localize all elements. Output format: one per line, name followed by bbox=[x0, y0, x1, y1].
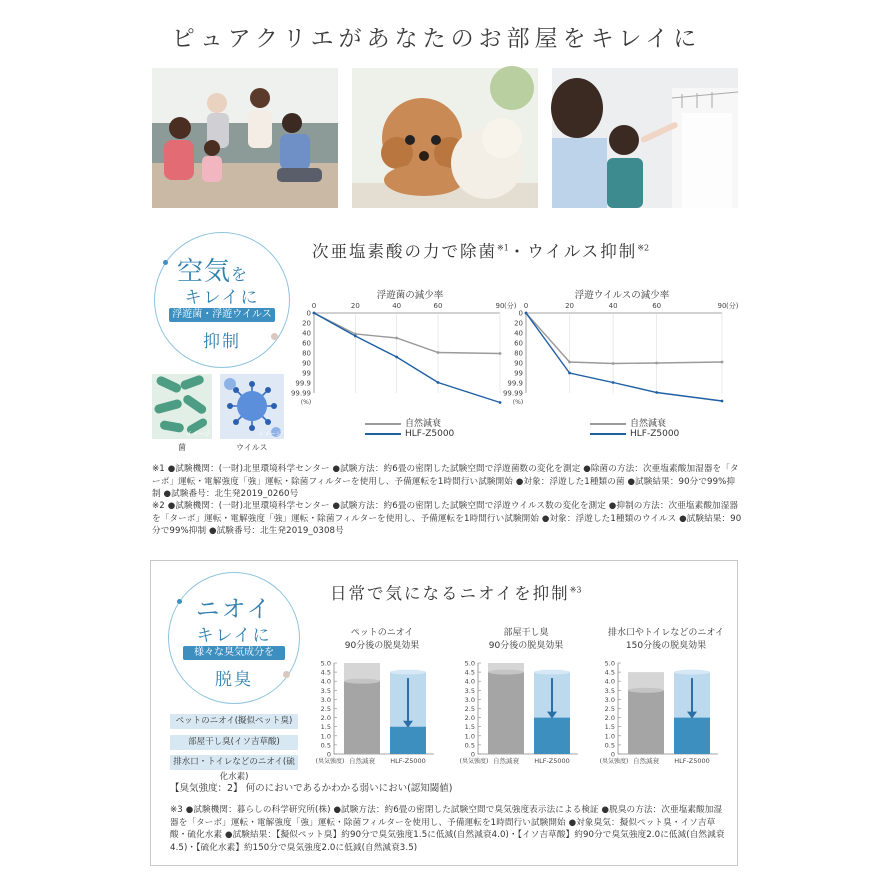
x-tick-label: 90 bbox=[717, 302, 727, 310]
y-tick-label: 0 bbox=[470, 750, 475, 759]
air-note-1: ※1 ●試験機関：(一財)北里環境科学センター ●試験方法：約6畳の密閉した試験空間で浮遊菌数の変化を測定 ●除菌の方法：次亜塩素酸加湿器を「ターボ」運転・電解強度「強」運転・除菌フィルターを使用し、予備運転を1時間行い試験開始 ●対象：浮遊した1種類の菌 ●試験結果：90分で99%抑制 ●試験番号：北生発2019_0260号 bbox=[152, 464, 739, 499]
product-bar bbox=[390, 727, 426, 754]
y-tick-label: 40 bbox=[302, 329, 311, 338]
y-tick-label: 90 bbox=[514, 359, 523, 368]
y-tick-label: 1.0 bbox=[464, 732, 475, 741]
air-section-heading bbox=[312, 238, 649, 262]
x-tick-label: 60 bbox=[433, 302, 443, 310]
poodle-dog-photo bbox=[352, 68, 538, 208]
category-label: 自然減衰 bbox=[349, 757, 375, 765]
data-point bbox=[395, 337, 398, 340]
data-point bbox=[568, 361, 571, 364]
legend-product-1 bbox=[365, 429, 454, 439]
pet-chart-title-1: ペットのニオイ bbox=[350, 628, 414, 638]
y-tick-label: 99.99 bbox=[502, 389, 523, 398]
product-bar-top bbox=[534, 670, 570, 675]
y-tick-label: 60 bbox=[302, 339, 311, 348]
badge-suppress-text: 抑制 bbox=[203, 332, 241, 352]
page-title: ピュアクリエがあなたのお部屋をキレイに bbox=[171, 26, 702, 52]
natural-bar bbox=[628, 690, 664, 754]
x-tick-label: 90 bbox=[495, 302, 505, 310]
y-tick-label: 99.9 bbox=[507, 379, 523, 388]
y-tick-label: 1.0 bbox=[320, 732, 331, 741]
y-unit-label: (%) bbox=[512, 399, 524, 406]
data-point bbox=[721, 400, 724, 403]
odor-section-heading bbox=[330, 580, 581, 604]
category-label: 自然減衰 bbox=[633, 757, 659, 765]
y-tick-label: 0 bbox=[326, 750, 331, 759]
y-tick-label: 20 bbox=[514, 319, 523, 328]
y-tick-label: 20 bbox=[302, 319, 311, 328]
y-tick-label: 4.5 bbox=[320, 668, 331, 677]
badge-air-text: 空気 bbox=[177, 257, 232, 287]
category-label: HLF-Z5000 bbox=[534, 757, 570, 765]
x-tick-label: 40 bbox=[392, 302, 402, 310]
family-living-room-photo bbox=[152, 68, 338, 208]
data-point bbox=[313, 312, 316, 315]
y-tick-label: 1.5 bbox=[604, 723, 615, 732]
y-tick-label: 4.0 bbox=[604, 677, 615, 686]
bacteria-reduction-chart bbox=[290, 298, 520, 418]
x-tick-label: 20 bbox=[350, 302, 360, 310]
y-unit-label: (%) bbox=[300, 399, 312, 406]
virus-image bbox=[220, 374, 284, 439]
series-line-natural bbox=[314, 313, 500, 354]
data-point bbox=[525, 312, 528, 315]
y-tick-label: 80 bbox=[514, 349, 523, 358]
laundry-chart-title-2: 90分後の脱臭効果 bbox=[488, 641, 564, 651]
x-unit-label: (分) bbox=[726, 302, 739, 310]
y-tick-label: 2.0 bbox=[604, 714, 615, 723]
drain-odor-chart bbox=[596, 657, 728, 773]
y-tick-label: 40 bbox=[514, 329, 523, 338]
badge-kirei-text: キレイに bbox=[184, 288, 260, 308]
y-tick-label: 0.5 bbox=[320, 741, 331, 750]
laundry-chart-title bbox=[462, 627, 590, 653]
virus-image-tag: イメージ bbox=[258, 431, 282, 438]
air-note-2: ※2 ●試験機関：(一財)北里環境科学センター ●試験方法：約6畳の密閉した試験空間で浮遊ウイルス数の変化を測定 ●抑制の方法：次亜塩素酸加湿器を「ターボ」運転・電解強度「強」運転・除菌フィルターを使用し、予備運転を1時間行い試験開始 ●対象：浮遊した1種類のウイルス ●試験結果：90分で99%抑制 ●試験番号：北生発2019_0308号 bbox=[152, 501, 742, 536]
category-label: HLF-Z5000 bbox=[674, 757, 710, 765]
y-tick-label: 3.0 bbox=[320, 695, 331, 704]
drain-chart-title bbox=[596, 627, 736, 653]
mother-child-laundry-photo bbox=[552, 68, 738, 208]
y-tick-label: 99.9 bbox=[295, 379, 311, 388]
pet-chart-title-2: 90分後の脱臭効果 bbox=[344, 641, 420, 651]
data-point bbox=[721, 361, 724, 364]
x-tick-label: 0 bbox=[311, 302, 317, 310]
x-tick-label: 60 bbox=[652, 302, 662, 310]
data-point bbox=[354, 335, 357, 338]
legend-natural-label: 自然減衰 bbox=[405, 419, 442, 429]
natural-bar-top bbox=[488, 670, 524, 675]
y-tick-label: 2.5 bbox=[464, 705, 475, 713]
product-bar-top bbox=[390, 670, 426, 675]
y-tick-label: 5.0 bbox=[604, 659, 615, 668]
pet-odor-chart bbox=[312, 657, 444, 773]
y-tick-label: 99 bbox=[302, 369, 311, 378]
virus-reduction-chart bbox=[502, 298, 742, 418]
data-point bbox=[568, 372, 571, 375]
y-tick-label: 2.0 bbox=[464, 714, 475, 723]
y-tick-label: 4.0 bbox=[320, 677, 331, 686]
y-tick-label: 4.0 bbox=[464, 677, 475, 686]
badge-odor-text: ニオイ bbox=[195, 595, 273, 623]
x-unit-label: (分) bbox=[504, 302, 517, 310]
y-tick-label: 99 bbox=[514, 369, 523, 378]
series-line-natural bbox=[526, 313, 722, 364]
y-tick-label: 3.0 bbox=[464, 695, 475, 704]
y-tick-label: 1.5 bbox=[320, 723, 331, 732]
y-unit-label: (臭気強度) bbox=[599, 758, 629, 765]
y-tick-label: 3.0 bbox=[604, 695, 615, 704]
natural-bar-top bbox=[344, 679, 380, 684]
natural-bar bbox=[344, 681, 380, 754]
product-bar-top bbox=[674, 670, 710, 675]
y-tick-label: 5.0 bbox=[464, 659, 475, 668]
y-tick-label: 1.0 bbox=[604, 732, 615, 741]
y-tick-label: 4.5 bbox=[604, 668, 615, 677]
badge-odor-kirei: キレイに bbox=[196, 626, 272, 646]
drain-chart-title-1: 排水口やトイレなどのニオイ bbox=[608, 628, 724, 638]
y-tick-label: 0.5 bbox=[604, 741, 615, 750]
natural-start-bar bbox=[628, 672, 664, 690]
odor-clean-badge bbox=[168, 572, 300, 704]
data-point bbox=[395, 356, 398, 359]
legend-product-label: HLF-Z5000 bbox=[405, 429, 455, 439]
drain-chart-title-2: 150分後の脱臭効果 bbox=[625, 641, 707, 651]
badge-deodor-text: 脱臭 bbox=[215, 670, 253, 690]
data-point bbox=[612, 381, 615, 384]
data-point bbox=[437, 351, 440, 354]
laundry-chart-title-1: 部屋干し臭 bbox=[503, 628, 549, 638]
odor-label-pet: ペットのニオイ(擬似ペット臭) bbox=[170, 714, 298, 729]
data-point bbox=[499, 401, 502, 404]
intensity-note: 【臭気強度：2】 何のにおいであるかわかる弱いにおい(認知閾値) bbox=[170, 783, 453, 794]
odor-heading-text: 日常で気になるニオイを抑制 bbox=[330, 584, 570, 603]
y-tick-label: 2.5 bbox=[320, 705, 331, 713]
legend-product-label: HLF-Z5000 bbox=[630, 429, 680, 439]
y-tick-label: 0.5 bbox=[464, 741, 475, 750]
odor-note-3: ※3 ●試験機関：暮らしの科学研究所(株) ●試験方法：約6畳の密閉した試験空間で臭気強度表示法による検証 ●脱臭の方法：次亜塩素酸加湿器を「ターボ」運転・電解強度「強」運転・除菌フィルターを使用し、予備運転を1時間行い試験開始 ●対象臭気：擬似ペット臭・イソ吉草酸・硫化水素 ●試験結果：【擬似ペット臭】約90分で臭気強度1.5に低減(自然減衰4.0)・【イソ吉草酸】約90分で臭気強度2.0に低減(自然減衰4.5)・【硫化水素】約150分で臭気強度2.0に低減(自然減衰3.5) bbox=[170, 805, 725, 853]
x-tick-label: 20 bbox=[565, 302, 575, 310]
odor-label-laundry: 部屋干し臭(イソ吉草酸) bbox=[170, 735, 298, 750]
virus-chart-title: 浮遊ウイルスの減少率 bbox=[574, 290, 670, 301]
y-unit-label: (臭気強度) bbox=[315, 758, 345, 765]
legend-natural-label: 自然減衰 bbox=[630, 419, 667, 429]
category-label: HLF-Z5000 bbox=[390, 757, 426, 765]
y-tick-label: 1.5 bbox=[464, 723, 475, 732]
y-tick-label: 3.5 bbox=[464, 686, 475, 695]
virus-label: ウイルス bbox=[236, 443, 268, 452]
data-point bbox=[655, 362, 658, 365]
series-line-product bbox=[526, 313, 722, 401]
product-bar bbox=[534, 718, 570, 754]
legend-product-2 bbox=[590, 429, 679, 439]
y-tick-label: 90 bbox=[302, 359, 311, 368]
air-heading-mid: ・ウイルス抑制 bbox=[508, 242, 638, 261]
y-tick-label: 60 bbox=[514, 339, 523, 348]
y-tick-label: 0 bbox=[518, 309, 523, 318]
y-tick-label: 2.0 bbox=[320, 714, 331, 723]
pet-chart-title bbox=[318, 627, 446, 653]
category-label: 自然減衰 bbox=[493, 757, 519, 765]
y-tick-label: 99.99 bbox=[290, 389, 311, 398]
y-tick-label: 0 bbox=[610, 750, 615, 759]
air-heading-text: 次亜塩素酸の力で除菌 bbox=[312, 242, 497, 261]
natural-bar-top bbox=[628, 688, 664, 693]
bacteria-label: 菌 bbox=[178, 443, 186, 452]
data-point bbox=[437, 381, 440, 384]
y-tick-label: 3.5 bbox=[604, 686, 615, 695]
x-tick-label: 0 bbox=[523, 302, 529, 310]
data-point bbox=[499, 352, 502, 355]
bacteria-image-tag: イメージ bbox=[186, 431, 210, 438]
x-tick-label: 40 bbox=[608, 302, 618, 310]
y-tick-label: 4.5 bbox=[464, 668, 475, 677]
natural-start-bar bbox=[344, 663, 380, 681]
odor-label-drain: 排水口・トイレなどのニオイ(硫化水素) bbox=[170, 755, 298, 770]
y-tick-label: 3.5 bbox=[320, 686, 331, 695]
legend-natural-2 bbox=[590, 416, 666, 429]
badge-odor-band: 様々な臭気成分を bbox=[183, 646, 285, 660]
bacteria-chart-title: 浮遊菌の減少率 bbox=[376, 290, 444, 301]
badge-band: 浮遊菌・浮遊ウイルスを bbox=[169, 308, 275, 322]
natural-bar bbox=[488, 672, 524, 754]
data-point bbox=[612, 362, 615, 365]
laundry-odor-chart bbox=[456, 657, 588, 773]
badge-air-particle: を bbox=[231, 265, 249, 284]
air-heading-sup1: ※1 bbox=[497, 243, 509, 253]
air-heading-sup2: ※2 bbox=[637, 243, 650, 253]
y-tick-label: 0 bbox=[306, 309, 311, 318]
y-tick-label: 5.0 bbox=[320, 659, 331, 668]
legend-natural-1 bbox=[365, 416, 441, 429]
bacteria-image bbox=[152, 374, 212, 439]
product-bar bbox=[674, 718, 710, 754]
y-tick-label: 80 bbox=[302, 349, 311, 358]
y-tick-label: 2.5 bbox=[604, 705, 615, 713]
data-point bbox=[655, 391, 658, 394]
y-unit-label: (臭気強度) bbox=[459, 758, 489, 765]
air-clean-badge bbox=[154, 232, 290, 368]
odor-heading-sup: ※3 bbox=[569, 585, 582, 595]
